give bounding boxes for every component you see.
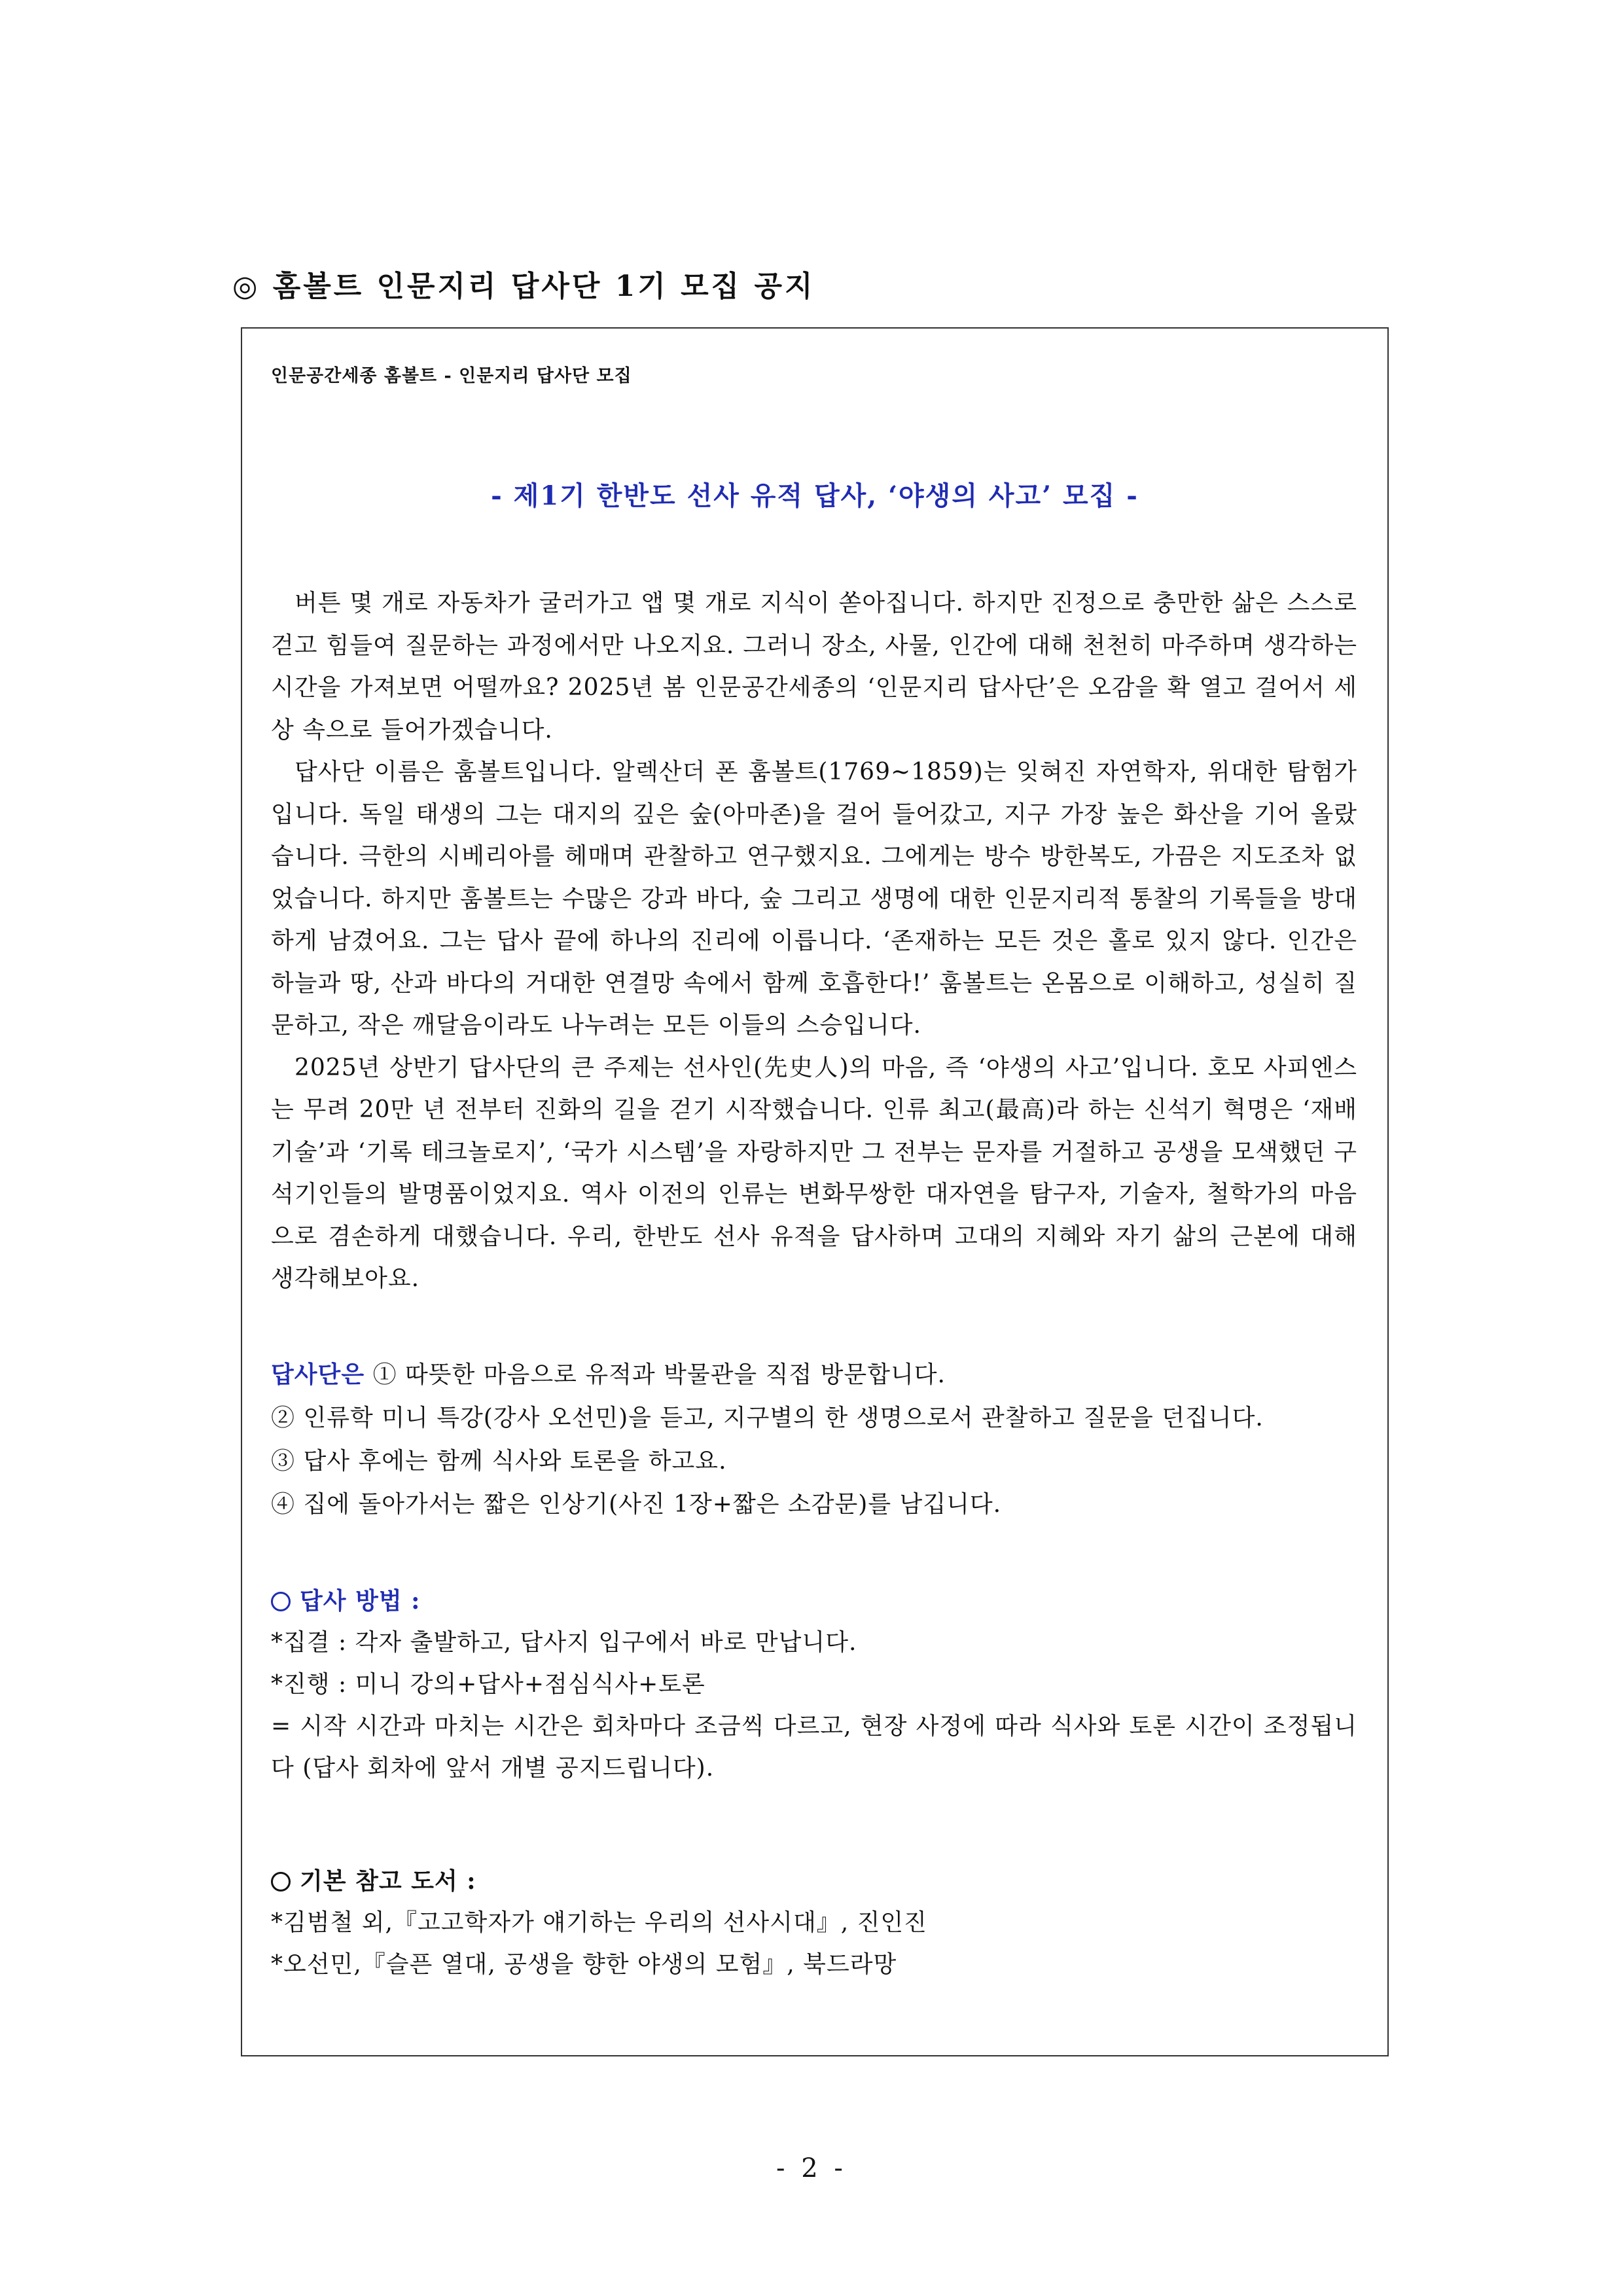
paragraph-2: 답사단 이름은 훔볼트입니다. 알렉산더 폰 훔볼트(1769~1859)는 잊혀진 자연학자, 위대한 탐험가입니다. 독일 태생의 그는 대지의 깊은 숲(아마존)을 걸어 들어갔고, 지구 가장 높은 화산을 기어 올랐습니다. 극한의 시베리아를 헤매며 관찰하고 연구했지요. 그에게는 방수 방한복도, 가끔은 지도조차 없었습니다. 하지만 훔볼트는 수많은 강과 바다, 숲 그리고 생명에 대한 인문지리적 통찰의 기록들을 방대하게 남겼어요. 그는 답사 끝에 하나의 진리에 이릅니다. ‘존재하는 모든 것은 홀로 있지 않다. 인간은 하늘과 땅, 산과 바다의 거대한 연결망 속에서 함께 호흡한다!’ 훔볼트는 온몸으로 이해하고, 성실히 질문하고, 작은 깨달음이라도 나누려는 모든 이들의 스승입니다.	[271, 759, 1357, 1039]
circle-bullet-icon	[271, 1872, 291, 1892]
notice-subtitle: - 제1기 한반도 선사 유적 답사, ‘야생의 사고’ 모집 -	[491, 480, 1139, 511]
book-item: *오선민,『슬픈 열대, 공생을 향한 야생의 모험』, 북드라망	[271, 1951, 897, 1978]
method-section	[271, 1580, 1357, 1789]
circle-bullet-icon	[271, 1592, 291, 1611]
activities-lead: 답사단은	[271, 1361, 365, 1388]
organization-line: 인문공간세종 홈볼트 - 인문지리 답사단 모집	[271, 366, 632, 386]
method-line: *진행 : 미니 강의+답사+점심식사+토론	[271, 1671, 705, 1698]
activity-item: 답사단은 ① 따뜻한 마음으로 유적과 박물관을 직접 방문합니다.	[271, 1361, 946, 1388]
activity-item: ③ 답사 후에는 함께 식사와 토론을 하고요.	[271, 1448, 727, 1475]
method-line: *집결 : 각자 출발하고, 답사지 입구에서 바로 만납니다.	[271, 1629, 857, 1656]
activities-list	[271, 1353, 1357, 1526]
activity-item: ④ 집에 돌아가서는 짧은 인상기(사진 1장+짧은 소감문)를 남깁니다.	[271, 1491, 1002, 1518]
activity-item: ② 인류학 미니 특강(강사 오선민)을 듣고, 지구별의 한 생명으로서 관찰하고 질문을 던집니다.	[271, 1405, 1264, 1431]
method-heading: 답사 방법 :	[271, 1580, 1357, 1622]
book-item: *김범철 외,『고고학자가 얘기하는 우리의 선사시대』, 진인진	[271, 1909, 927, 1936]
books-section	[271, 1860, 1357, 1986]
intro-body	[271, 583, 1357, 1300]
paragraph-1: 버튼 몇 개로 자동차가 굴러가고 앱 몇 개로 지식이 쏟아집니다. 하지만 진정으로 충만한 삶은 스스로 걷고 힘들여 질문하는 과정에서만 나오지요. 그러니 장소, 사물, 인간에 대해 천천히 마주하며 생각하는 시간을 가져보면 어떨까요? 2025년 봄 인문공간세종의 ‘인문지리 답사단’은 오감을 확 열고 걸어서 세상 속으로 들어가겠습니다.	[271, 590, 1357, 744]
method-line: = 시작 시간과 마치는 시간은 회차마다 조금씩 다르고, 현장 사정에 따라 식사와 토론 시간이 조정됩니다 (답사 회차에 앞서 개별 공지드립니다).	[271, 1713, 1357, 1782]
books-heading: 기본 참고 도서 :	[271, 1860, 1357, 1902]
paragraph-3: 2025년 상반기 답사단의 큰 주제는 선사인(先史人)의 마음, 즉 ‘야생의 사고’입니다. 호모 사피엔스는 무려 20만 년 전부터 진화의 길을 걷기 시작했습니다. 인류 최고(最高)라 하는 신석기 혁명은 ‘재배 기술’과 ‘기록 테크놀로지’, ‘국가 시스템’을 자랑하지만 그 전부는 문자를 거절하고 공생을 모색했던 구석기인들의 발명품이었지요. 역사 이전의 인류는 변화무쌍한 대자연을 탐구자, 기술자, 철학가의 마음으로 겸손하게 대했습니다. 우리, 한반도 선사 유적을 답사하며 고대의 지혜와 자기 삶의 근본에 대해 생각해보아요.	[271, 1054, 1357, 1292]
document-title: ◎ 홈볼트 인문지리 답사단 1기 모집 공지	[232, 270, 815, 303]
page-number: - 2 -	[776, 2153, 847, 2183]
notice-box	[241, 327, 1389, 2056]
